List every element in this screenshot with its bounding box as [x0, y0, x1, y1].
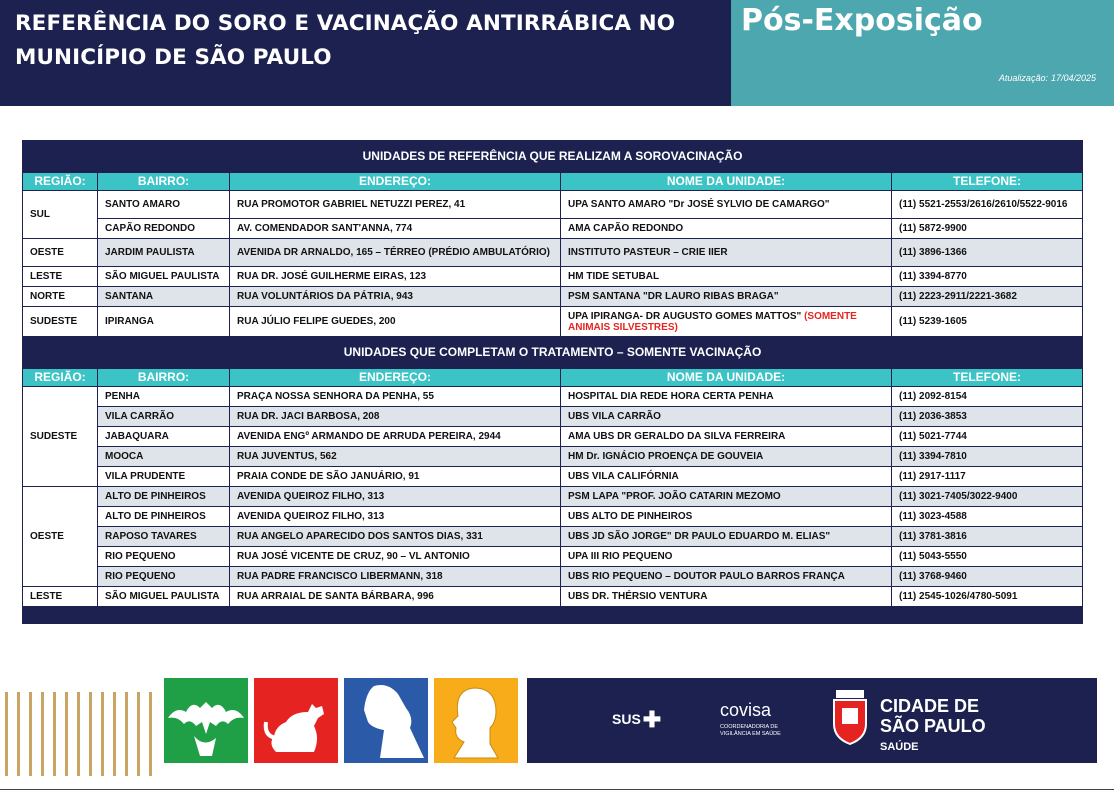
- table-row: [23, 527, 1083, 547]
- table-row: [23, 467, 1083, 487]
- bairro-cell: SANTO AMARO: [98, 191, 230, 219]
- region-cell: SUDESTE: [23, 307, 98, 337]
- city-subtitle: SAÚDE: [880, 741, 919, 753]
- bairro-cell: MOOCA: [98, 447, 230, 467]
- table-row: [23, 407, 1083, 427]
- section2-column-header: [23, 369, 1083, 387]
- telefone-cell: (11) 3896-1366: [892, 239, 1083, 267]
- col-bairro: BAIRRO:: [98, 173, 230, 191]
- endereco-cell: RUA VOLUNTÁRIOS DA PÁTRIA, 943: [230, 287, 561, 307]
- telefone-cell: (11) 5521-2553/2616/2610/5522-9016: [892, 191, 1083, 219]
- cat-icon: [254, 678, 338, 763]
- human-head-icon: [434, 678, 518, 763]
- bairro-cell: SANTANA: [98, 287, 230, 307]
- unidade-cell: UPA III RIO PEQUENO: [561, 547, 892, 567]
- unidade-cell: UBS DR. THÉRSIO VENTURA: [561, 587, 892, 607]
- table-row: [23, 447, 1083, 467]
- table-row: [23, 267, 1083, 287]
- footer-cell: [23, 607, 98, 624]
- sus-logo: [612, 707, 661, 733]
- region-cell: LESTE: [23, 587, 98, 607]
- col-regiao: REGIÃO:: [23, 173, 98, 191]
- endereco-cell: PRAÇA NOSSA SENHORA DA PENHA, 55: [230, 387, 561, 407]
- section1-title: UNIDADES DE REFERÊNCIA QUE REALIZAM A SOROVACINAÇÃO: [23, 141, 1083, 173]
- unidade-cell: AMA CAPÃO REDONDO: [561, 219, 892, 239]
- bairro-cell: CAPÃO REDONDO: [98, 219, 230, 239]
- unidade-cell: PSM SANTANA "DR LAURO RIBAS BRAGA": [561, 287, 892, 307]
- bairro-cell: RAPOSO TAVARES: [98, 527, 230, 547]
- table-row: [23, 427, 1083, 447]
- unidade-cell: UBS VILA CALIFÓRNIA: [561, 467, 892, 487]
- page-title: [15, 7, 715, 75]
- dog-icon: [344, 678, 428, 763]
- bairro-cell: RIO PEQUENO: [98, 547, 230, 567]
- region-cell: SUDESTE: [23, 387, 98, 487]
- telefone-cell: (11) 2092-8154: [892, 387, 1083, 407]
- bat-icon: [164, 678, 248, 763]
- footer-cell: [98, 607, 230, 624]
- bairro-cell: JABAQUARA: [98, 427, 230, 447]
- endereco-cell: RUA ARRAIAL DE SANTA BÁRBARA, 996: [230, 587, 561, 607]
- endereco-cell: RUA JUVENTUS, 562: [230, 447, 561, 467]
- bairro-cell: VILA CARRÃO: [98, 407, 230, 427]
- footer-cell: [561, 607, 892, 624]
- bairro-cell: PENHA: [98, 387, 230, 407]
- col-unidade: NOME DA UNIDADE:: [561, 369, 892, 387]
- city-crest-icon: [830, 688, 870, 746]
- unidade-cell: UBS VILA CARRÃO: [561, 407, 892, 427]
- table-row: [23, 487, 1083, 507]
- section2-title: UNIDADES QUE COMPLETAM O TRATAMENTO – SOMENTE VACINAÇÃO: [23, 337, 1083, 369]
- unidade-cell: [561, 307, 892, 337]
- bairro-cell: ALTO DE PINHEIROS: [98, 487, 230, 507]
- endereco-cell: AVENIDA QUEIROZ FILHO, 313: [230, 487, 561, 507]
- page-divider: [0, 789, 1114, 790]
- table-row: [23, 387, 1083, 407]
- telefone-cell: (11) 3394-7810: [892, 447, 1083, 467]
- telefone-cell: (11) 5239-1605: [892, 307, 1083, 337]
- telefone-cell: (11) 2223-2911/2221-3682: [892, 287, 1083, 307]
- telefone-cell: (11) 3781-3816: [892, 527, 1083, 547]
- telefone-cell: (11) 3023-4588: [892, 507, 1083, 527]
- unidade-cell: PSM LAPA "PROF. JOÃO CATARIN MEZOMO: [561, 487, 892, 507]
- endereco-cell: PRAIA CONDE DE SÃO JANUÁRIO, 91: [230, 467, 561, 487]
- telefone-cell: (11) 2545-1026/4780-5091: [892, 587, 1083, 607]
- table-row: [23, 191, 1083, 219]
- table-row: [23, 547, 1083, 567]
- table-row: [23, 587, 1083, 607]
- endereco-cell: AVENIDA DR ARNALDO, 165 – TÉRREO (PRÉDIO AMBULATÓRIO): [230, 239, 561, 267]
- bairro-cell: VILA PRUDENTE: [98, 467, 230, 487]
- col-endereco: ENDEREÇO:: [230, 173, 561, 191]
- endereco-cell: RUA DR. JACI BARBOSA, 208: [230, 407, 561, 427]
- table-row: [23, 287, 1083, 307]
- unidade-cell: HOSPITAL DIA REDE HORA CERTA PENHA: [561, 387, 892, 407]
- table-row: [23, 219, 1083, 239]
- region-cell: LESTE: [23, 267, 98, 287]
- bairro-cell: SÃO MIGUEL PAULISTA: [98, 587, 230, 607]
- bairro-cell: RIO PEQUENO: [98, 567, 230, 587]
- region-cell: SUL: [23, 191, 98, 239]
- table-row: [23, 567, 1083, 587]
- telefone-cell: (11) 3394-8770: [892, 267, 1083, 287]
- endereco-cell: RUA PADRE FRANCISCO LIBERMANN, 318: [230, 567, 561, 587]
- col-endereco: ENDEREÇO:: [230, 369, 561, 387]
- bairro-cell: SÃO MIGUEL PAULISTA: [98, 267, 230, 287]
- title-line-1: REFERÊNCIA DO SORO E VACINAÇÃO ANTIRRÁBICA NO: [15, 11, 676, 36]
- bairro-cell: JARDIM PAULISTA: [98, 239, 230, 267]
- bairro-cell: IPIRANGA: [98, 307, 230, 337]
- telefone-cell: (11) 3768-9460: [892, 567, 1083, 587]
- sus-label: SUS: [612, 711, 641, 727]
- endereco-cell: RUA PROMOTOR GABRIEL NETUZZI PEREZ, 41: [230, 191, 561, 219]
- telefone-cell: (11) 5043-5550: [892, 547, 1083, 567]
- table-row: [23, 307, 1083, 337]
- col-telefone: TELEFONE:: [892, 173, 1083, 191]
- bairro-cell: ALTO DE PINHEIROS: [98, 507, 230, 527]
- unidade-cell: UBS RIO PEQUENO – DOUTOR PAULO BARROS FRANÇA: [561, 567, 892, 587]
- telefone-cell: (11) 5021-7744: [892, 427, 1083, 447]
- telefone-cell: (11) 3021-7405/3022-9400: [892, 487, 1083, 507]
- covisa-subtitle: COORDENADORIA DE VIGILÂNCIA EM SAÚDE: [720, 724, 781, 737]
- reference-table: [22, 140, 1083, 624]
- col-regiao: REGIÃO:: [23, 369, 98, 387]
- region-cell: OESTE: [23, 487, 98, 587]
- region-cell: OESTE: [23, 239, 98, 267]
- table-footer-bar: [23, 607, 1083, 624]
- unidade-cell: UBS JD SÃO JORGE" DR PAULO EDUARDO M. ELIAS": [561, 527, 892, 547]
- covisa-logo: covisa: [720, 700, 772, 720]
- table-row: [23, 239, 1083, 267]
- col-telefone: TELEFONE:: [892, 369, 1083, 387]
- telefone-cell: (11) 5872-9900: [892, 219, 1083, 239]
- unidade-note: (SOMENTE ANIMAIS SILVESTRES): [568, 310, 857, 333]
- col-unidade: NOME DA UNIDADE:: [561, 173, 892, 191]
- telefone-cell: (11) 2917-1117: [892, 467, 1083, 487]
- endereco-cell: RUA JÚLIO FELIPE GUEDES, 200: [230, 307, 561, 337]
- footer-cell: [230, 607, 561, 624]
- unidade-cell: HM Dr. IGNÁCIO PROENÇA DE GOUVEIA: [561, 447, 892, 467]
- region-cell: NORTE: [23, 287, 98, 307]
- plus-icon: ✚: [642, 707, 662, 732]
- city-line-1: CIDADE DE: [880, 696, 980, 716]
- unidade-cell: AMA UBS DR GERALDO DA SILVA FERREIRA: [561, 427, 892, 447]
- endereco-cell: AV. COMENDADOR SANT'ANNA, 774: [230, 219, 561, 239]
- update-label: Atualização:: [998, 73, 1048, 83]
- city-logo-text: [880, 696, 986, 736]
- unidade-cell: INSTITUTO PASTEUR – CRIE IIER: [561, 239, 892, 267]
- footer-cell: [892, 607, 1083, 624]
- unidade-cell: HM TIDE SETUBAL: [561, 267, 892, 287]
- col-bairro: BAIRRO:: [98, 369, 230, 387]
- title-line-2: MUNICÍPIO DE SÃO PAULO: [15, 45, 332, 70]
- unidade-cell: UPA SANTO AMARO "Dr JOSÉ SYLVIO DE CAMARGO": [561, 191, 892, 219]
- endereco-cell: RUA JOSÉ VICENTE DE CRUZ, 90 – VL ANTONIO: [230, 547, 561, 567]
- unidade-cell: UBS ALTO DE PINHEIROS: [561, 507, 892, 527]
- update-info: [996, 73, 1096, 83]
- section1-column-header: [23, 173, 1083, 191]
- endereco-cell: AVENIDA QUEIROZ FILHO, 313: [230, 507, 561, 527]
- endereco-cell: RUA DR. JOSÉ GUILHERME EIRAS, 123: [230, 267, 561, 287]
- update-date: 17/04/2025: [1050, 73, 1096, 83]
- telefone-cell: (11) 2036-3853: [892, 407, 1083, 427]
- endereco-cell: AVENIDA ENGº ARMANDO DE ARRUDA PEREIRA, 2944: [230, 427, 561, 447]
- phase-label: Pós-Exposição: [741, 3, 983, 38]
- table-row: [23, 507, 1083, 527]
- city-line-2: SÃO PAULO: [880, 716, 986, 736]
- unidade-name: UPA IPIRANGA- DR AUGUSTO GOMES MATTOS": [568, 310, 802, 322]
- endereco-cell: RUA ANGELO APARECIDO DOS SANTOS DIAS, 331: [230, 527, 561, 547]
